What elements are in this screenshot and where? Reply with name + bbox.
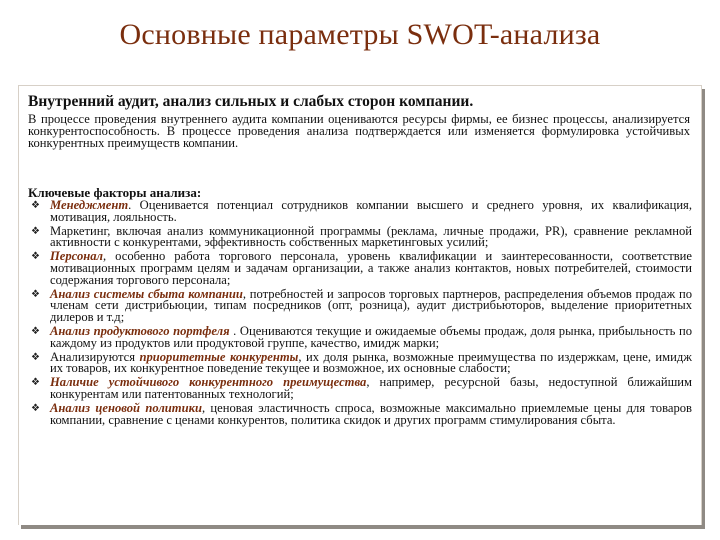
item-text-post: , ценовая эластичность спроса, возможные максимально приемлемые цены для товаров компании, сравнение с ценами конкурентов, политика скидок и других программ стимулирования сбыта.	[50, 400, 692, 427]
item-text-highlight: Анализ продуктового портфеля	[50, 323, 230, 338]
item-text-pre: Анализируются	[50, 349, 140, 364]
slide-title: Основные параметры SWOT-анализа	[119, 18, 601, 51]
diamond-bullet-icon: ❖	[31, 251, 40, 263]
item-text-highlight: Наличие устойчивого конкурентного преимущества	[50, 375, 367, 390]
diamond-bullet-icon: ❖	[31, 325, 40, 337]
list-item	[28, 223, 692, 250]
list-item	[28, 400, 692, 427]
list-item	[28, 200, 692, 224]
diamond-bullet-icon: ❖	[31, 351, 40, 363]
factors-list	[28, 200, 692, 428]
list-item	[28, 323, 692, 350]
item-text-post: , особенно работа торгового персонала, уровень квалификации и заинтересованности, соответствие мотивационных программ целям и задачам организации, а также анализ контактов, новых потребителей, стоимости содержания торгового персонала;	[50, 249, 692, 287]
factors-title: Ключевые факторы анализа:	[28, 185, 202, 200]
content-panel	[18, 85, 702, 525]
item-text-post: . Оцениваются текущие и ожидаемые объемы продаж, доля рынка, прибыльность по каждому из продуктов или продуктовой группе, качество, имидж марки;	[50, 323, 692, 350]
diamond-bullet-icon: ❖	[31, 377, 40, 389]
item-text-highlight: Анализ системы сбыта компании	[50, 286, 243, 301]
item-text-post: , потребностей и запросов торговых партнеров, распределения объемов продаж по членам сети дистрибьюции, типам посредников (опт, розница), аудит дистрибьюторов, выделение приоритетных дилеров и т.д;	[50, 286, 692, 325]
diamond-bullet-icon: ❖	[31, 225, 40, 237]
diamond-bullet-icon: ❖	[31, 200, 40, 211]
item-text-post: , их доля рынка, возможные преимущества по издержкам, цене, имидж их товаров, их конкурентное поведение текущее и возможное, их основные слабости;	[50, 349, 692, 376]
diamond-bullet-icon: ❖	[31, 288, 40, 300]
list-item	[28, 377, 692, 401]
item-text-highlight: Персонал	[50, 249, 104, 264]
list-item	[28, 251, 692, 286]
diamond-bullet-icon: ❖	[31, 402, 40, 414]
intro-paragraph: В процессе проведения внутреннего аудита компании оцениваются ресурсы фирмы, ее бизнес процессы, анализируется конкурентоспособность. В процессе проведения анализа подтверждается или изменяется формулировка устойчивых конкурентных преимуществ компании.	[28, 112, 690, 150]
list-item	[28, 286, 692, 325]
list-item	[28, 349, 692, 376]
section-heading: Внутренний аудит, анализ сильных и слабых сторон компании.	[28, 93, 474, 110]
item-text-post: , например, ресурсной базы, недоступной ближайшим конкурентам или патентованных технологий;	[50, 375, 692, 401]
item-text-highlight: Менеджмент	[50, 198, 129, 212]
item-text-highlight: Анализ ценовой политики	[50, 400, 202, 415]
item-text-pre: Маркетинг, включая анализ коммуникационной программы (реклама, личные продажи, PR), сравнение рекламной активности с конкурентами, эффективность собственных маркетинговых усилий;	[50, 223, 692, 250]
item-text-highlight: приоритетные конкуренты	[139, 349, 299, 364]
item-text-post: . Оценивается потенциал сотрудников компании высшего и среднего уровня, их квалификация, мотивация, лояльность.	[50, 198, 692, 224]
